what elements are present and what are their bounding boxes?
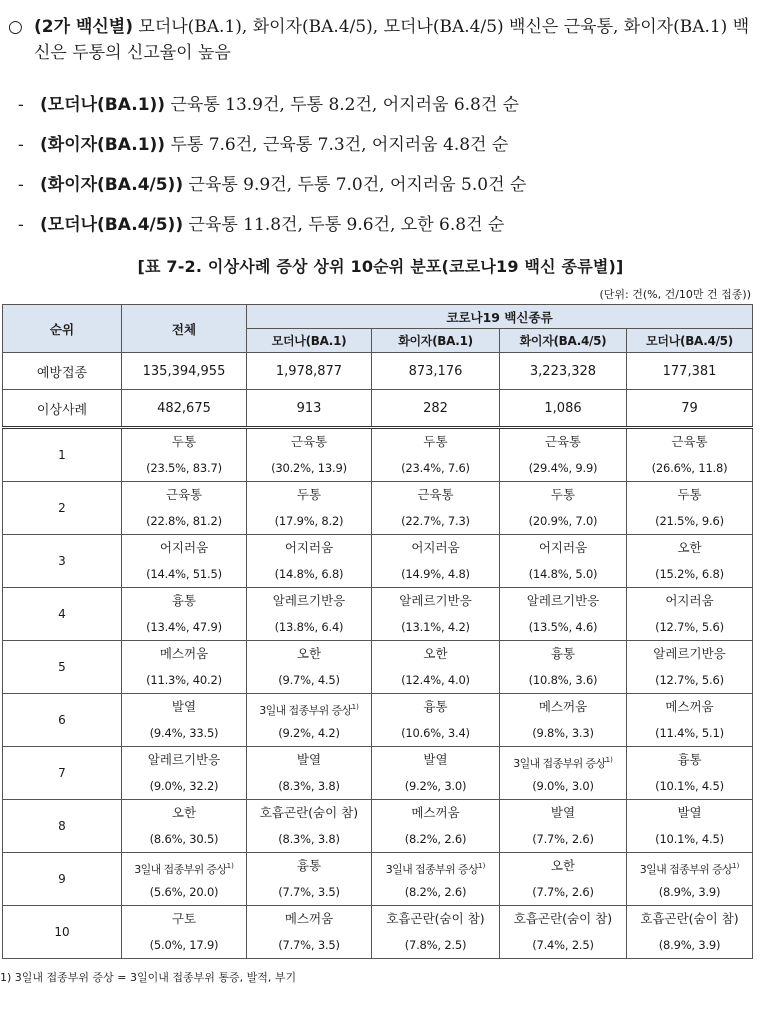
table-row bbox=[3, 747, 753, 800]
symptom-rate: (21.5%, 9.6) bbox=[655, 514, 724, 528]
symptom-cell bbox=[122, 906, 247, 959]
symptom-rate: (12.4%, 4.0) bbox=[401, 673, 470, 687]
symptom-cell bbox=[500, 747, 627, 800]
symptom-name: 메스꺼움 bbox=[284, 911, 334, 926]
symptom-cell bbox=[122, 694, 247, 747]
symptom-cell bbox=[500, 641, 627, 694]
symptom-cell bbox=[122, 588, 247, 641]
rank-rows bbox=[3, 428, 753, 959]
symptom-rate: (13.1%, 4.2) bbox=[401, 620, 470, 634]
symptom-cell bbox=[500, 482, 627, 535]
summary-row bbox=[3, 353, 753, 390]
symptom-cell bbox=[247, 428, 372, 482]
rank-number: 6 bbox=[3, 694, 122, 747]
header-rank: 순위 bbox=[3, 305, 122, 353]
symptom-name: 3일내 접종부위 증상 bbox=[259, 704, 352, 717]
symptom-cell bbox=[247, 853, 372, 906]
symptom-name: 근육통 bbox=[417, 487, 454, 502]
table-row bbox=[3, 694, 753, 747]
symptom-rate: (8.9%, 3.9) bbox=[658, 885, 721, 899]
symptom-cell bbox=[247, 747, 372, 800]
header-vaccine-group: 코로나19 백신종류 bbox=[247, 305, 753, 329]
symptom-cell bbox=[500, 535, 627, 588]
symptom-name: 호흡곤란(숨이 참) bbox=[640, 911, 739, 926]
symptom-cell bbox=[627, 482, 753, 535]
symptom-name: 발열 bbox=[550, 805, 576, 820]
symptom-name: 두통 bbox=[677, 487, 702, 502]
symptom-name: 오한 bbox=[423, 646, 448, 661]
symptom-cell bbox=[500, 800, 627, 853]
rank-number: 9 bbox=[3, 853, 122, 906]
symptom-name: 3일내 접종부위 증상 bbox=[513, 757, 606, 770]
symptom-rate: (10.1%, 4.5) bbox=[655, 832, 724, 846]
symptom-name: 두통 bbox=[423, 434, 448, 449]
symptom-table bbox=[2, 304, 753, 959]
symptom-name: 메스꺼움 bbox=[159, 646, 209, 661]
table-row bbox=[3, 906, 753, 959]
symptom-cell bbox=[122, 747, 247, 800]
symptom-rate: (13.8%, 6.4) bbox=[274, 620, 344, 634]
symptom-rate: (7.7%, 3.5) bbox=[278, 885, 340, 899]
symptom-name: 근육통 bbox=[290, 434, 328, 449]
symptom-rate: (10.8%, 3.6) bbox=[528, 673, 598, 687]
header-vaccine: 모더나(BA.4/5) bbox=[627, 329, 753, 353]
symptom-rate: (29.4%, 9.9) bbox=[528, 461, 598, 475]
table-row bbox=[3, 428, 753, 482]
symptom-cell bbox=[627, 800, 753, 853]
symptom-name: 3일내 접종부위 증상 bbox=[134, 863, 227, 876]
symptom-name: 흉통 bbox=[550, 646, 576, 661]
symptom-cell bbox=[372, 428, 500, 482]
header-vaccine: 화이자(BA.4/5) bbox=[500, 329, 627, 353]
symptom-name: 알레르기반응 bbox=[399, 593, 472, 608]
symptom-rate: (26.6%, 11.8) bbox=[651, 461, 728, 475]
sub-bullet: - (모더나(BA.4/5)) 근육통 11.8건, 두통 9.6건, 오한 6.8건 순 bbox=[18, 215, 505, 235]
symptom-rate: (12.7%, 5.6) bbox=[655, 673, 724, 687]
symptom-rate: (14.9%, 4.8) bbox=[401, 567, 470, 581]
symptom-rate: (23.5%, 83.7) bbox=[146, 461, 222, 475]
sub-bullet-text: 근육통 9.9건, 두통 7.0건, 어지러움 5.0건 순 bbox=[188, 175, 527, 195]
symptom-name: 오한 bbox=[296, 646, 322, 661]
symptom-cell bbox=[500, 428, 627, 482]
symptom-name: 흉통 bbox=[677, 752, 702, 767]
symptom-rate: (9.2%, 3.0) bbox=[404, 779, 467, 793]
symptom-name: 호흡곤란(숨이 참) bbox=[386, 911, 485, 926]
symptom-cell bbox=[122, 482, 247, 535]
rank-number: 3 bbox=[3, 535, 122, 588]
symptom-cell bbox=[627, 428, 753, 482]
rank-number: 2 bbox=[3, 482, 122, 535]
sub-bullet-text: 두통 7.6건, 근육통 7.3건, 어지러움 4.8건 순 bbox=[170, 135, 509, 155]
cell-value: 913 bbox=[247, 390, 372, 428]
symptom-cell bbox=[500, 906, 627, 959]
symptom-cell bbox=[627, 641, 753, 694]
cell-value: 177,381 bbox=[627, 353, 753, 390]
symptom-cell bbox=[500, 588, 627, 641]
symptom-cell bbox=[627, 853, 753, 906]
symptom-cell bbox=[372, 800, 500, 853]
symptom-rate: (14.8%, 6.8) bbox=[274, 567, 344, 581]
symptom-cell bbox=[372, 588, 500, 641]
symptom-rate: (8.6%, 30.5) bbox=[149, 832, 219, 846]
symptom-rate: (9.8%, 3.3) bbox=[532, 726, 594, 740]
symptom-name: 메스꺼움 bbox=[411, 805, 460, 820]
symptom-cell bbox=[247, 482, 372, 535]
symptom-cell bbox=[247, 694, 372, 747]
symptom-rate: (15.2%, 6.8) bbox=[655, 567, 724, 581]
symptom-rate: (8.2%, 2.6) bbox=[404, 832, 467, 846]
symptom-name: 호흡곤란(숨이 참) bbox=[513, 911, 613, 926]
symptom-cell bbox=[372, 535, 500, 588]
table-row bbox=[3, 482, 753, 535]
symptom-rate: (8.2%, 2.6) bbox=[404, 885, 467, 899]
rank-number: 1 bbox=[3, 428, 122, 482]
sub-bullet-label: (모더나(BA.4/5)) bbox=[40, 215, 184, 235]
symptom-cell bbox=[627, 694, 753, 747]
symptom-cell bbox=[627, 588, 753, 641]
sub-bullet: - (화이자(BA.1)) 두통 7.6건, 근육통 7.3건, 어지러움 4.8건 순 bbox=[18, 135, 509, 155]
footnote-marker: 1) bbox=[732, 862, 740, 870]
symptom-name: 오한 bbox=[171, 805, 197, 820]
footnote-marker: 1) bbox=[351, 703, 359, 711]
symptom-name: 흉통 bbox=[423, 699, 448, 714]
symptom-cell bbox=[500, 853, 627, 906]
symptom-rate: (13.5%, 4.6) bbox=[528, 620, 598, 634]
table-row bbox=[3, 535, 753, 588]
symptom-name: 어지러움 bbox=[538, 540, 588, 555]
symptom-cell bbox=[247, 535, 372, 588]
table-row bbox=[3, 800, 753, 853]
symptom-rate: (12.7%, 5.6) bbox=[655, 620, 724, 634]
summary-text: 모더나(BA.1), 화이자(BA.4/5), 모더나(BA.4/5) 백신은 근육통, 화이자(BA.1) 백신은 두통의 신고율이 높음 bbox=[34, 17, 750, 63]
rank-number: 10 bbox=[3, 906, 122, 959]
cell-value: 282 bbox=[372, 390, 500, 428]
footnote-marker: 1) bbox=[226, 862, 234, 870]
table-title: [표 7-2. 이상사례 증상 상위 10순위 분포(코로나19 백신 종류별)] bbox=[137, 257, 624, 276]
symptom-rate: (9.2%, 4.2) bbox=[278, 726, 340, 740]
symptom-rate: (22.8%, 81.2) bbox=[146, 514, 222, 528]
row-label: 예방접종 bbox=[3, 353, 122, 390]
symptom-name: 오한 bbox=[677, 540, 702, 555]
table-row bbox=[3, 588, 753, 641]
symptom-rate: (9.7%, 4.5) bbox=[278, 673, 340, 687]
symptom-name: 어지러움 bbox=[411, 540, 460, 555]
symptom-cell bbox=[627, 747, 753, 800]
symptom-name: 흉통 bbox=[171, 593, 197, 608]
symptom-cell bbox=[122, 641, 247, 694]
symptom-rate: (22.7%, 7.3) bbox=[401, 514, 470, 528]
footnote: 1) 3일내 접종부위 증상 = 3일이내 접종부위 통증, 발적, 부기 bbox=[0, 971, 297, 984]
sub-bullet: - (모더나(BA.1)) 근육통 13.9건, 두통 8.2건, 어지러움 6.8건 순 bbox=[18, 95, 520, 115]
symptom-name: 근육통 bbox=[544, 434, 582, 449]
footnote-marker: 1) bbox=[605, 756, 613, 764]
row-label: 이상사례 bbox=[3, 390, 122, 428]
cell-value: 1,086 bbox=[500, 390, 627, 428]
symptom-rate: (7.7%, 2.6) bbox=[532, 885, 594, 899]
symptom-cell bbox=[372, 641, 500, 694]
symptom-name: 알레르기반응 bbox=[526, 593, 600, 608]
symptom-cell bbox=[372, 853, 500, 906]
symptom-name: 발열 bbox=[171, 699, 197, 714]
symptom-cell bbox=[247, 588, 372, 641]
symptom-rate: (9.4%, 33.5) bbox=[149, 726, 219, 740]
symptom-rate: (11.3%, 40.2) bbox=[146, 673, 222, 687]
symptom-rate: (7.7%, 3.5) bbox=[278, 938, 340, 952]
sub-bullet-text: 근육통 13.9건, 두통 8.2건, 어지러움 6.8건 순 bbox=[170, 95, 520, 115]
symptom-name: 발열 bbox=[296, 752, 322, 767]
symptom-rate: (30.2%, 13.9) bbox=[271, 461, 347, 475]
rank-number: 7 bbox=[3, 747, 122, 800]
symptom-name: 메스꺼움 bbox=[665, 699, 714, 714]
circle-bullet-icon: ○ bbox=[8, 17, 23, 37]
symptom-rate: (11.4%, 5.1) bbox=[655, 726, 724, 740]
symptom-cell bbox=[500, 694, 627, 747]
symptom-name: 두통 bbox=[171, 434, 197, 449]
symptom-name: 두통 bbox=[296, 487, 322, 502]
symptom-rate: (8.3%, 3.8) bbox=[278, 779, 340, 793]
symptom-rate: (20.9%, 7.0) bbox=[528, 514, 598, 528]
symptom-cell bbox=[627, 535, 753, 588]
symptom-name: 어지러움 bbox=[284, 540, 334, 555]
symptom-cell bbox=[122, 535, 247, 588]
symptom-name: 3일내 접종부위 증상 bbox=[385, 863, 479, 876]
symptom-name: 호흡곤란(숨이 참) bbox=[259, 805, 359, 820]
cell-value: 873,176 bbox=[372, 353, 500, 390]
symptom-cell bbox=[247, 906, 372, 959]
cell-value: 482,675 bbox=[122, 390, 247, 428]
symptom-rate: (13.4%, 47.9) bbox=[146, 620, 222, 634]
rank-number: 4 bbox=[3, 588, 122, 641]
symptom-cell bbox=[372, 747, 500, 800]
table-row bbox=[3, 641, 753, 694]
symptom-name: 발열 bbox=[423, 752, 448, 767]
symptom-rate: (7.7%, 2.6) bbox=[532, 832, 594, 846]
symptom-rate: (17.9%, 8.2) bbox=[274, 514, 344, 528]
symptom-name: 메스꺼움 bbox=[538, 699, 588, 714]
symptom-rate: (5.6%, 20.0) bbox=[149, 885, 219, 899]
unit-note: (단위: 건(%, 건/10만 건 접종)) bbox=[599, 288, 751, 301]
sub-bullet-text: 근육통 11.8건, 두통 9.6건, 오한 6.8건 순 bbox=[188, 215, 505, 235]
symptom-rate: (9.0%, 3.0) bbox=[532, 779, 594, 793]
footnote-marker: 1) bbox=[478, 862, 486, 870]
symptom-rate: (8.3%, 3.8) bbox=[278, 832, 340, 846]
symptom-cell bbox=[247, 800, 372, 853]
symptom-name: 오한 bbox=[550, 858, 576, 873]
sub-bullet: - (화이자(BA.4/5)) 근육통 9.9건, 두통 7.0건, 어지러움 5.0건 순 bbox=[18, 175, 527, 195]
symptom-name: 알레르기반응 bbox=[653, 646, 726, 661]
symptom-cell bbox=[372, 482, 500, 535]
symptom-cell bbox=[627, 906, 753, 959]
summary-bullet bbox=[4, 14, 756, 66]
cell-value: 3,223,328 bbox=[500, 353, 627, 390]
symptom-rate: (23.4%, 7.6) bbox=[401, 461, 470, 475]
sub-bullet-label: (모더나(BA.1)) bbox=[40, 95, 166, 115]
header-vaccine: 모더나(BA.1) bbox=[247, 329, 372, 353]
symptom-name: 근육통 bbox=[671, 434, 708, 449]
symptom-rate: (14.4%, 51.5) bbox=[146, 567, 222, 581]
symptom-name: 알레르기반응 bbox=[147, 752, 221, 767]
sub-bullet-label: (화이자(BA.4/5)) bbox=[40, 175, 184, 195]
summary-block bbox=[4, 14, 756, 66]
summary-row bbox=[3, 390, 753, 428]
header-vaccine: 화이자(BA.1) bbox=[372, 329, 500, 353]
symptom-name: 어지러움 bbox=[159, 540, 209, 555]
symptom-name: 근육통 bbox=[165, 487, 203, 502]
symptom-rate: (5.0%, 17.9) bbox=[149, 938, 219, 952]
table-row bbox=[3, 853, 753, 906]
header-total: 전체 bbox=[122, 305, 247, 353]
symptom-name: 3일내 접종부위 증상 bbox=[639, 863, 733, 876]
symptom-rate: (9.0%, 32.2) bbox=[149, 779, 219, 793]
symptom-name: 어지러움 bbox=[665, 593, 714, 608]
symptom-name: 알레르기반응 bbox=[272, 593, 346, 608]
symptom-name: 두통 bbox=[550, 487, 576, 502]
symptom-name: 흉통 bbox=[296, 858, 322, 873]
symptom-name: 발열 bbox=[677, 805, 702, 820]
symptom-cell bbox=[372, 906, 500, 959]
symptom-cell bbox=[372, 694, 500, 747]
symptom-cell bbox=[122, 428, 247, 482]
symptom-cell bbox=[247, 641, 372, 694]
cell-value: 79 bbox=[627, 390, 753, 428]
cell-value: 135,394,955 bbox=[122, 353, 247, 390]
symptom-rate: (10.1%, 4.5) bbox=[655, 779, 724, 793]
symptom-name: 구토 bbox=[171, 911, 197, 926]
symptom-rate: (7.8%, 2.5) bbox=[404, 938, 467, 952]
symptom-cell bbox=[122, 800, 247, 853]
symptom-rate: (14.8%, 5.0) bbox=[528, 567, 598, 581]
symptom-cell bbox=[122, 853, 247, 906]
summary-tag: (2가 백신별) bbox=[34, 17, 133, 37]
rank-number: 8 bbox=[3, 800, 122, 853]
symptom-rate: (10.6%, 3.4) bbox=[401, 726, 470, 740]
symptom-rate: (7.4%, 2.5) bbox=[532, 938, 594, 952]
cell-value: 1,978,877 bbox=[247, 353, 372, 390]
sub-bullet-label: (화이자(BA.1)) bbox=[40, 135, 166, 155]
symptom-rate: (8.9%, 3.9) bbox=[658, 938, 721, 952]
rank-number: 5 bbox=[3, 641, 122, 694]
